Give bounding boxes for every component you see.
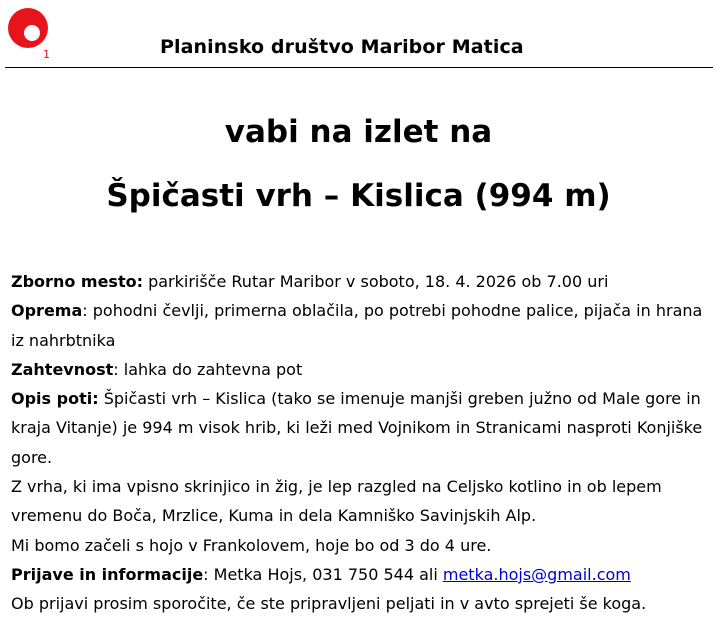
route-description bbox=[11, 384, 711, 472]
equipment bbox=[11, 296, 711, 355]
equipment-label: Oprema bbox=[11, 301, 83, 321]
club-logo bbox=[3, 3, 53, 61]
signup-text: : Metka Hojs, 031 750 544 ali bbox=[203, 564, 443, 584]
logo-badge-number: 1 bbox=[43, 48, 50, 61]
email-link[interactable]: metka.hojs@gmail.com bbox=[442, 564, 631, 584]
signup-info bbox=[11, 560, 711, 589]
organization-name: Planinsko društvo Maribor Matica bbox=[160, 36, 524, 58]
meeting-label: Zborno mesto: bbox=[11, 272, 143, 291]
signup-note: Ob prijavi prosim sporočite, če ste pripravljeni peljati in v avto sprejeti še koga. bbox=[11, 594, 647, 614]
difficulty bbox=[11, 355, 711, 384]
invitation-heading: vabi na izlet na bbox=[224, 114, 493, 150]
meeting-text: parkirišče Rutar Maribor v soboto, 18. 4. 2026 ob 7.00 uri bbox=[142, 272, 609, 291]
signup-label: Prijave in informacije bbox=[11, 564, 204, 584]
meeting-point bbox=[11, 267, 711, 296]
start-description: Mi bomo začeli s hojo v Frankolovem, hoje bo od 3 do 4 ure. bbox=[11, 535, 492, 555]
difficulty-label: Zahtevnost bbox=[11, 359, 114, 379]
view-description: Z vrha, ki ima vpisno skrinjico in žig, je lep razgled na Celjsko kotlino in ob lepem vremenu do Boča, Mrzlice, Kuma in dela Kamniško Savinjskih Alp. bbox=[11, 477, 662, 526]
header-divider bbox=[5, 67, 713, 68]
trip-details bbox=[11, 267, 711, 619]
destination-heading: Špičasti vrh – Kislica (994 m) bbox=[106, 178, 611, 214]
equipment-text: : pohodni čevlji, primerna oblačila, po potrebi pohodne palice, pijača in hrana iz nahrbtnika bbox=[11, 301, 703, 350]
route-text: Špičasti vrh – Kislica (tako se imenuje manjši greben južno od Male gore in kraja Vitanje) je 994 m visok hrib, ki leži med Vojnikom in Stranicami nasproti Konjiške gore. bbox=[11, 389, 703, 467]
difficulty-text: : lahka do zahtevna pot bbox=[113, 359, 303, 379]
route-label: Opis poti: bbox=[11, 389, 99, 409]
